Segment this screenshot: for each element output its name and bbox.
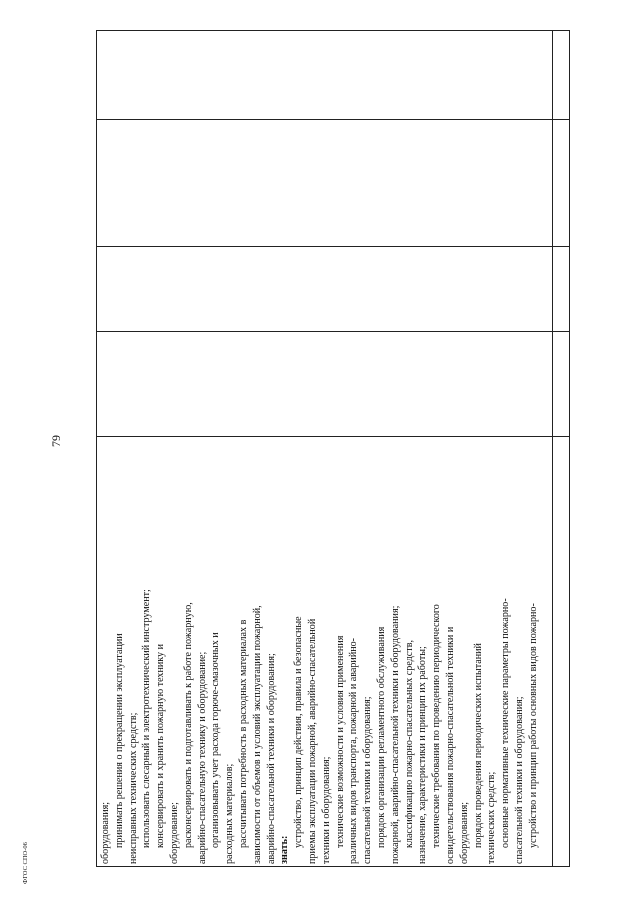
text-line: оборудования; (458, 801, 470, 864)
text-line: оборудование; (168, 802, 180, 864)
text-line: пожарной, аварийно-спасательной техники и оборудования; (389, 605, 401, 864)
text-line: устройство, принцип действия, правила и безопасные (293, 616, 305, 848)
text-line: освидетельствования пожарно-спасательной техники и (444, 626, 456, 864)
text-line: технические требования по проведению периодического (431, 604, 443, 848)
document-table (96, 30, 570, 867)
text-line: оборудования; (100, 801, 111, 864)
text-line: расконсервировать и подготавливать к работе пожарную, (182, 602, 194, 848)
text-line: аварийно-спасательную технику и оборудование; (196, 651, 208, 864)
text-line: технические возможности и условия применения (334, 635, 346, 848)
footer-code: ФГОС СПО-06 (22, 842, 29, 884)
cell-text (99, 440, 541, 864)
text-line: неисправных технических средств; (127, 712, 139, 864)
text-line: знать: (279, 835, 291, 864)
text-line: спасательной техники и оборудования; (513, 696, 525, 864)
text-line: приемы эксплуатации пожарной, аварийно-спасательной (306, 618, 318, 864)
table-row-divider (97, 331, 569, 332)
table-row-divider (97, 246, 569, 247)
text-line: организовывать учет расхода горюче-смазочных и (210, 632, 222, 848)
page-number: 79 (49, 435, 63, 447)
text-line: различных видов транспорта, пожарной и аварийно- (348, 637, 360, 864)
text-line: устройство и принцип работы основных видов пожарно- (527, 603, 539, 848)
text-line: рассчитывать потребность в расходных материалах в (237, 619, 249, 848)
text-line: порядок организации регламентного обслуживания (375, 626, 387, 848)
text-line: назначение, характеристики и принцип их работы; (417, 646, 429, 864)
text-line: использовать слесарный и электротехнический инструмент; (141, 589, 153, 848)
text-line: основные нормативные технические параметры пожарно- (500, 598, 512, 848)
table-cell-competencies (97, 436, 571, 868)
text-line: спасательной техники и оборудования; (362, 696, 374, 864)
text-line: принимать решения о прекращении эксплуатации (113, 633, 125, 848)
text-line: техники и оборудования; (320, 756, 332, 864)
rotated-text-block (97, 436, 571, 868)
text-line: зависимости от объемов и условий эксплуатации пожарной, (251, 605, 263, 864)
text-line: расходных материалов; (224, 763, 236, 864)
text-line: порядок проведения периодических испытаний (472, 643, 484, 848)
text-line: классификацию пожарно-спасательных средств, (403, 640, 415, 848)
text-line: аварийно-спасательной техники и оборудования; (265, 653, 277, 864)
text-line: консервировать и хранить пожарную технику и (155, 643, 167, 848)
text-line: технических средств; (486, 771, 498, 864)
table-row-divider (97, 119, 569, 120)
